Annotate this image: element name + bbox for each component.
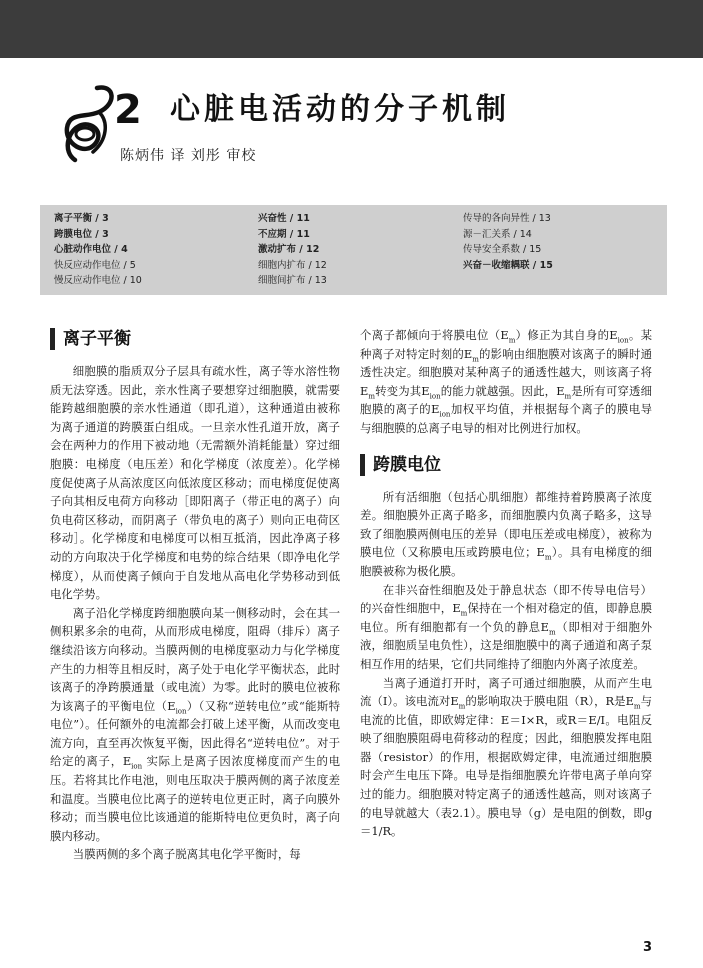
- paragraph: 细胞膜的脂质双分子层具有疏水性，离子等水溶性物质无法穿透。因此，亲水性离子要想穿过细胞膜，就需要能跨越细胞膜的亲水性通道（即孔道），这种通道由被称为离子通道的跨膜蛋白组成。一旦亲水性孔道开放，离子会在两种力的作用下被动地（无需额外消耗能量）穿过细胞膜：电梯度（电压差）和化学梯度（浓度差）。化学梯度促使离子从高浓度区向低浓度区移动；而电梯度促使离子向其相反电荷方向移动［即阳离子（带正电的离子）向负电荷区移动，而阴离子（带负电的离子）则向正电荷区移动］。化学梯度和电梯度可以相互抵消，因此净离子移动的方向取决于化学梯度和电势的综合结果（即净电化学梯度），从而使离子倾向于自发地从高电化学势移动到低电化学势。: [50, 364, 340, 602]
- chapter-title: 心脏电活动的分子机制: [170, 92, 510, 127]
- toc-item: 离子平衡 / 3: [54, 213, 109, 224]
- section-heading-ion-equilibrium: 离子平衡: [50, 328, 340, 350]
- toc-item: 兴奋－收缩耦联 / 15: [463, 259, 553, 271]
- toc-item: 跨膜电位 / 3: [54, 228, 109, 240]
- chapter-number: 2: [114, 87, 142, 133]
- page-number: 3: [643, 940, 653, 955]
- section-heading-transmembrane-potential: 跨膜电位: [360, 454, 652, 476]
- right-column: [360, 326, 652, 841]
- paragraph-continued: 个离子都倾向于将膜电位$(E_m)$修正为其自身的$E_{ion}$。某种离子对特定时刻的$E_m$的影响由细胞膜对该离子的瞬时通透性决定。细胞膜对某种离子的通透性越大，则该离子将$E_m$转变为其$E_{ion}$的能力就越强。因此，$E_m$是所有可穿透细胞膜的离子的$E_{ion}$加权平均值，并根据每个离子的膜电导与细胞膜的总离子电导的相对比例进行加权。: [360, 328, 652, 435]
- paragraph: 当膜两侧的多个离子脱离其电化学平衡时，每: [72, 847, 301, 862]
- paragraph: 所有活细胞（包括心肌细胞）都维持着跨膜离子浓度差。细胞膜外正离子略多，而细胞膜内负离子略多，这导致了细胞膜两侧电压的差异（即电压差或电梯度），被称为膜电位（又称膜电压或跨膜电位；$E_m$）。具有电梯度的细胞膜被称为极化膜。: [360, 489, 652, 578]
- paragraph: 在非兴奋性细胞及处于静息状态（即不传导电信号）的兴奋性细胞中，$E_m$保持在一个相对稳定的值，即静息膜电位。所有细胞都有一个负的静息$E_m$（即相对于细胞外液，细胞质呈电负性），这是细胞膜中的离子通道和离子泵相互作用的结果，它们共同维持了细胞内外离子浓度差。: [360, 582, 652, 671]
- toc-item: 不应期 / 11: [258, 228, 310, 240]
- left-column: [50, 328, 340, 864]
- toc-item: 快反应动作电位 / 5: [54, 259, 136, 271]
- chapter-ornament-icon: [55, 82, 117, 164]
- translator-byline: 陈炳伟 译 刘彤 审校: [120, 148, 257, 164]
- chapter-contents-box: [40, 205, 667, 295]
- toc-item: 传导的各向异性 / 13: [463, 213, 551, 224]
- toc-column-3: [463, 211, 553, 273]
- toc-item: 细胞内扩布 / 12: [258, 259, 327, 271]
- toc-item: 源－汇关系 / 14: [463, 228, 532, 240]
- toc-item: 慢反应动作电位 / 10: [54, 275, 142, 287]
- paragraph: 离子沿化学梯度跨细胞膜向某一侧移动时，会在其一侧积累多余的电荷，从而形成电梯度，阻碍（排斥）离子继续沿该方向移动。当膜两侧的电梯度驱动力与化学梯度产生的力相等且相反时，离子处于电化学平衡状态，此时该离子的净跨膜通量（或电流）为零。此时的膜电位被称为该离子的平衡电位$(E_{ion})$（又称“逆转电位”或“能斯特电位”）。任何额外的电流都会打破上述平衡，从而改变电流方向，直至再次恢复平衡，因此得名“逆转电位”。对于给定的离子，$E_{ion}$ 实际上是离子因浓度梯度而产生的电压。若将其比作电池，则电压取决于膜两侧的离子浓度差和温度。当膜电位比离子的逆转电位更正时，离子向膜外移动；而当膜电位比该通道的能斯特电位更负时，离子向膜内移动。: [50, 605, 340, 843]
- toc-item: 传导安全系数 / 15: [463, 244, 542, 256]
- paragraph: 当离子通道打开时，离子可通过细胞膜，从而产生电流（I）。该电流对$E_m$的影响取决于膜电阻（R），R是$E_m$与电流的比值，即欧姆定律：E＝I×R，或R＝E/I。电阻反映了细胞膜阻碍电荷移动的程度；因此，细胞膜发挥电阻器（resistor）的作用，根据欧姆定律，电流通过细胞膜时会产生电压下降。电导是指细胞膜允许带电离子单向穿过的能力。细胞膜对特定离子的通透性越高，则对该离子的电导就越大（表2.1）。膜电导（g）是电阻的倒数，即g＝1/R。: [360, 675, 652, 839]
- toc-item: 细胞间扩布 / 13: [258, 275, 327, 287]
- top-banner: [0, 0, 703, 58]
- toc-item: 心脏动作电位 / 4: [54, 244, 128, 256]
- toc-column-2: [258, 211, 327, 289]
- toc-column-1: [54, 211, 142, 289]
- toc-item: 兴奋性 / 11: [258, 213, 310, 224]
- toc-item: 激动扩布 / 12: [258, 244, 320, 256]
